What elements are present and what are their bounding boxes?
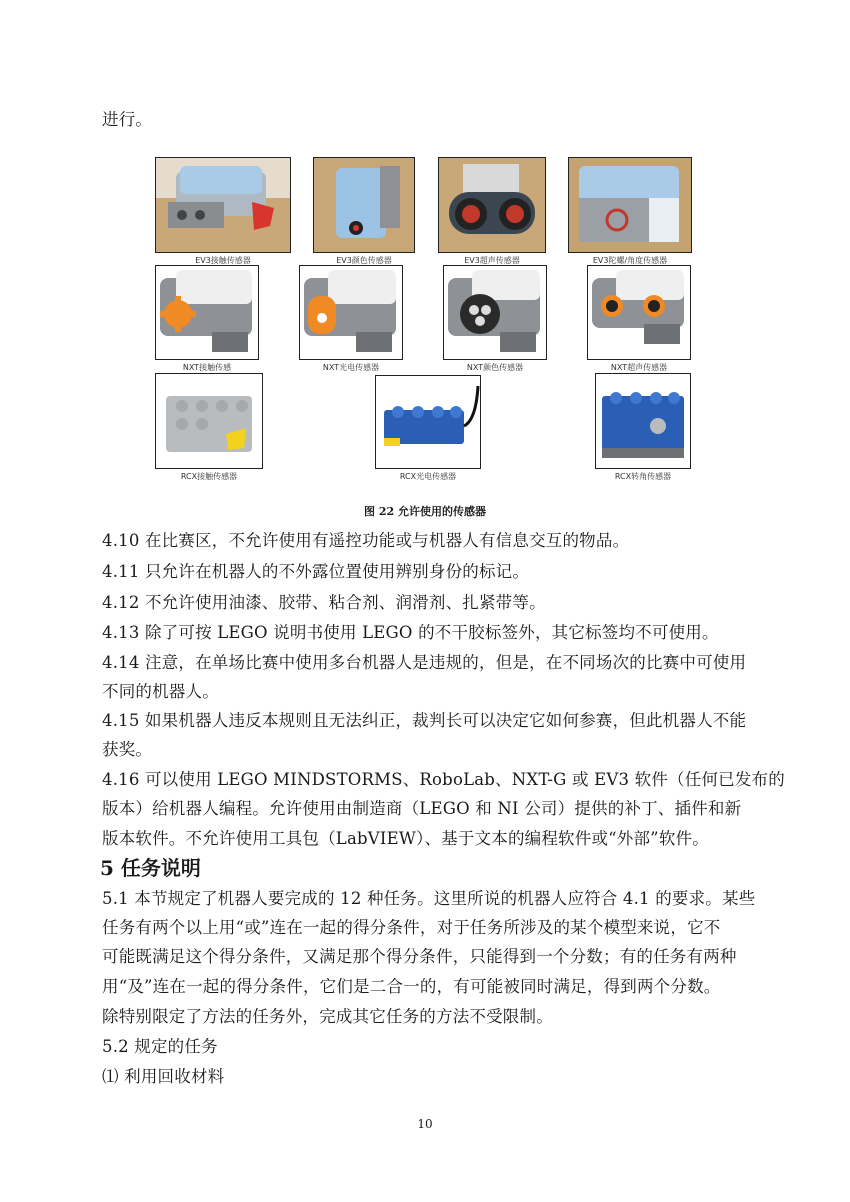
sensor-label: EV3超声传感器 bbox=[464, 256, 520, 265]
sensor-label: RCX光电传感器 bbox=[399, 472, 457, 481]
para-5-1-line2: 任务有两个以上用“或”连在一起的得分条件，对于任务所涉及的某个模型来说，它不 bbox=[102, 918, 721, 937]
rule-4-15-line1: 4.15 如果机器人违反本规则且无法纠正，裁判长可以决定它如何参赛，但此机器人不能 bbox=[102, 711, 747, 730]
sensor-label: EV3颜色传感器 bbox=[336, 256, 392, 265]
sensor-nxt-ultrasonic bbox=[587, 265, 691, 373]
section-5-heading: 5 任务说明 bbox=[100, 856, 201, 880]
sensor-photo bbox=[155, 373, 263, 469]
sensor-photo bbox=[155, 157, 291, 253]
sensor-ev3-ultrasonic bbox=[438, 157, 546, 267]
sensor-label: RCX接触传感器 bbox=[180, 472, 238, 481]
sensor-photo bbox=[587, 265, 691, 360]
sensor-photo bbox=[155, 265, 259, 360]
rule-4-15-line2: 获奖。 bbox=[102, 740, 153, 759]
sensor-label: NXT接触传感 bbox=[182, 363, 232, 372]
sensor-photo bbox=[375, 375, 481, 469]
sensor-nxt-light bbox=[299, 265, 403, 373]
rule-4-13: 4.13 除了可按 LEGO 说明书使用 LEGO 的不干胶标签外，其它标签均不可使用。 bbox=[102, 623, 719, 642]
sensor-photo bbox=[595, 373, 691, 469]
para-5-2: 5.2 规定的任务 bbox=[102, 1037, 218, 1056]
sensor-label: EV3接触传感器 bbox=[195, 256, 251, 265]
sensor-nxt-color bbox=[443, 265, 547, 373]
figure-caption: 图 22 允许使用的传感器 bbox=[364, 505, 486, 518]
sensor-rcx-touch bbox=[155, 373, 263, 483]
para-5-1-line4: 用“及”连在一起的得分条件，它们是二合一的，有可能被同时满足，得到两个分数。 bbox=[102, 977, 721, 996]
para-5-1-line5: 除特别限定了方法的任务外，完成其它任务的方法不受限制。 bbox=[102, 1007, 553, 1026]
rule-4-16-line3: 版本软件。不允许使用工具包（LabVIEW）、基于文本的编程软件或“外部”软件。 bbox=[102, 829, 709, 848]
page-number: 10 bbox=[417, 1117, 433, 1131]
rule-4-11: 4.11 只允许在机器人的不外露位置使用辨别身份的标记。 bbox=[102, 562, 530, 581]
rule-4-16-line1: 4.16 可以使用 LEGO MINDSTORMS、RoboLab、NXT-G 或 EV3 软件（任何已发布的 bbox=[102, 770, 785, 789]
sensor-photo bbox=[443, 265, 547, 360]
rule-4-10: 4.10 在比赛区，不允许使用有遥控功能或与机器人有信息交互的物品。 bbox=[102, 531, 630, 550]
sensor-photo bbox=[438, 157, 546, 253]
sensor-nxt-touch bbox=[155, 265, 259, 373]
sensor-photo bbox=[299, 265, 403, 360]
para-5-1-line3: 可能既满足这个得分条件，又满足那个得分条件，只能得到一个分数；有的任务有两种 bbox=[102, 947, 737, 966]
sensor-label: RCX转角传感器 bbox=[614, 472, 672, 481]
sensor-ev3-color bbox=[313, 157, 415, 267]
sensor-ev3-gyro bbox=[568, 157, 692, 267]
rule-4-14-line1: 4.14 注意，在单场比赛中使用多台机器人是违规的，但是，在不同场次的比赛中可使用 bbox=[102, 653, 747, 672]
para-5-1-line1: 5.1 本节规定了机器人要完成的 12 种任务。这里所说的机器人应符合 4.1 的要求。某些 bbox=[102, 889, 756, 908]
rule-4-12: 4.12 不允许使用油漆、胶带、粘合剂、润滑剂、扎紧带等。 bbox=[102, 593, 546, 612]
sensor-photo bbox=[568, 157, 692, 253]
sensor-ev3-touch bbox=[155, 157, 291, 267]
sensor-rcx-light bbox=[375, 375, 481, 483]
sensor-label: NXT光电传感器 bbox=[322, 363, 380, 372]
intro-line: 进行。 bbox=[102, 110, 153, 129]
sensor-label: EV3陀螺/角度传感器 bbox=[592, 256, 668, 265]
task-item-1: ⑴ 利用回收材料 bbox=[102, 1067, 225, 1086]
sensor-rcx-rotation bbox=[595, 373, 691, 483]
sensor-label: NXT超声传感器 bbox=[610, 363, 668, 372]
sensor-label: NXT颜色传感器 bbox=[466, 363, 524, 372]
rule-4-14-line2: 不同的机器人。 bbox=[102, 682, 219, 701]
sensor-photo bbox=[313, 157, 415, 253]
rule-4-16-line2: 版本）给机器人编程。允许使用由制造商（LEGO 和 NI 公司）提供的补丁、插件和新 bbox=[102, 799, 742, 818]
